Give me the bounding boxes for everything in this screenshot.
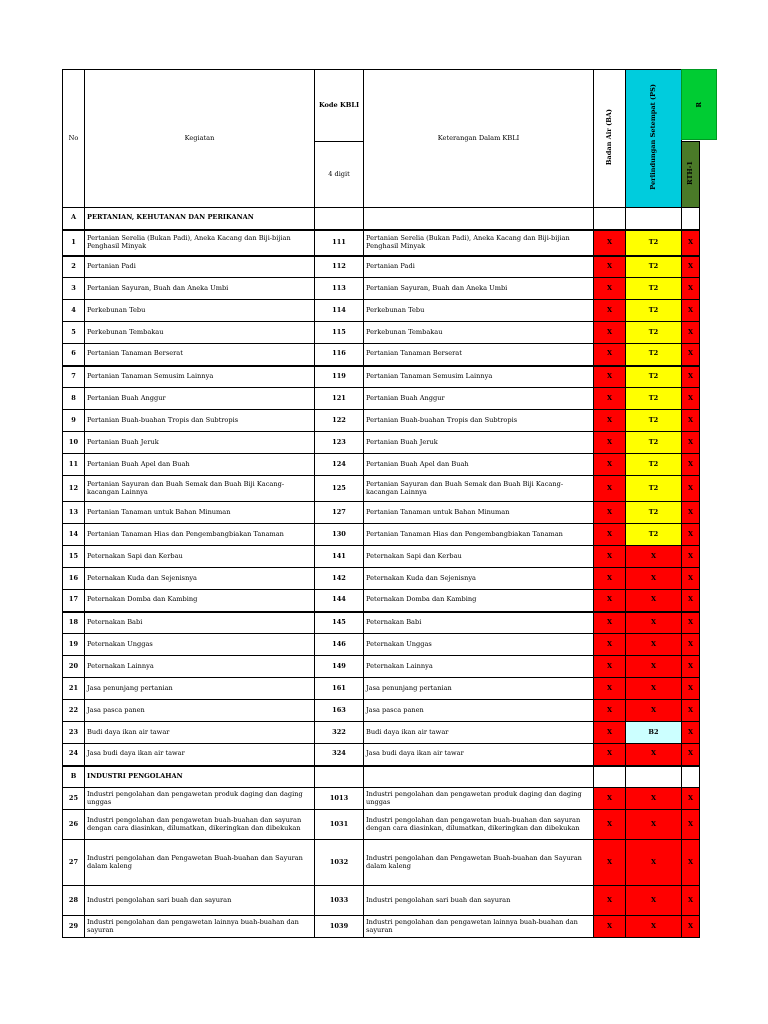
row-badan-air-status: X: [594, 590, 626, 612]
row-rth-status: X: [682, 722, 700, 744]
table-row: [63, 476, 700, 502]
row-rth-status: X: [682, 634, 700, 656]
table-row: [63, 432, 700, 454]
row-badan-air-status: X: [594, 810, 626, 840]
row-perlindungan-status: T2: [626, 344, 682, 366]
row-perlindungan-status: X: [626, 886, 682, 916]
row-keterangan: Jasa penunjang pertanian: [364, 678, 594, 700]
row-keterangan: Pertanian Sayuran dan Buah Semak dan Buah Biji Kacang-kacangan Lainnya: [364, 476, 594, 502]
row-rth-status: X: [682, 568, 700, 590]
row-rth-status: X: [682, 678, 700, 700]
row-rth-status: X: [682, 502, 700, 524]
table-row: [63, 788, 700, 810]
row-kode-kbli: 127: [315, 502, 364, 524]
table-row: [63, 722, 700, 744]
kbli-zoning-table: [62, 69, 700, 938]
row-rth-status: X: [682, 524, 700, 546]
row-perlindungan-status: X: [626, 810, 682, 840]
row-kode-kbli: 130: [315, 524, 364, 546]
row-kegiatan: Industri pengolahan dan pengawetan lainnya buah-buahan dan sayuran: [85, 916, 315, 938]
row-perlindungan-status: T2: [626, 388, 682, 410]
row-rth-status: X: [682, 256, 700, 278]
row-perlindungan-status: T2: [626, 432, 682, 454]
row-number: 18: [63, 612, 85, 634]
table-row: [63, 700, 700, 722]
row-kegiatan: Pertanian Serelia (Bukan Padi), Aneka Kacang dan Biji-bijian Penghasil Minyak: [85, 230, 315, 256]
section-code: B: [63, 766, 85, 788]
section-empty-r: [682, 766, 700, 788]
row-perlindungan-status: T2: [626, 278, 682, 300]
section-title: PERTANIAN, KEHUTANAN DAN PERIKANAN: [85, 208, 315, 230]
row-perlindungan-status: X: [626, 568, 682, 590]
row-number: 6: [63, 344, 85, 366]
row-keterangan: Perkebunan Tembakau: [364, 322, 594, 344]
row-rth-status: X: [682, 886, 700, 916]
table-row: [63, 502, 700, 524]
header-4-digit: 4 digit: [315, 142, 364, 208]
row-kode-kbli: 144: [315, 590, 364, 612]
row-badan-air-status: X: [594, 634, 626, 656]
row-perlindungan-status: X: [626, 788, 682, 810]
section-empty-keterangan: [364, 208, 594, 230]
row-rth-status: X: [682, 788, 700, 810]
row-perlindungan-status: T2: [626, 256, 682, 278]
row-badan-air-status: X: [594, 300, 626, 322]
row-kode-kbli: 145: [315, 612, 364, 634]
row-kegiatan: Pertanian Buah Jeruk: [85, 432, 315, 454]
row-perlindungan-status: T2: [626, 366, 682, 388]
row-keterangan: Pertanian Tanaman Semusim Lainnya: [364, 366, 594, 388]
table-row: [63, 590, 700, 612]
row-keterangan: Pertanian Buah-buahan Tropis dan Subtropis: [364, 410, 594, 432]
table-row: [63, 366, 700, 388]
row-kegiatan: Industri pengolahan dan Pengawetan Buah-buahan dan Sayuran dalam kaleng: [85, 840, 315, 886]
row-kode-kbli: 116: [315, 344, 364, 366]
row-number: 28: [63, 886, 85, 916]
row-keterangan: Peternakan Kuda dan Sejenisnya: [364, 568, 594, 590]
row-badan-air-status: X: [594, 840, 626, 886]
row-keterangan: Pertanian Tanaman Hias dan Pengembangbiakan Tanaman: [364, 524, 594, 546]
row-number: 5: [63, 322, 85, 344]
row-rth-status: X: [682, 476, 700, 502]
row-number: 19: [63, 634, 85, 656]
row-rth-status: X: [682, 744, 700, 766]
row-kode-kbli: 149: [315, 656, 364, 678]
row-rth-status: X: [682, 546, 700, 568]
row-number: 23: [63, 722, 85, 744]
row-kegiatan: Pertanian Buah Anggur: [85, 388, 315, 410]
row-badan-air-status: X: [594, 678, 626, 700]
row-kode-kbli: 163: [315, 700, 364, 722]
header-r-box: [681, 69, 717, 140]
row-number: 13: [63, 502, 85, 524]
table-row: [63, 840, 700, 886]
row-perlindungan-status: X: [626, 634, 682, 656]
row-badan-air-status: X: [594, 388, 626, 410]
row-badan-air-status: X: [594, 322, 626, 344]
row-kode-kbli: 141: [315, 546, 364, 568]
header-no: No: [63, 70, 85, 208]
header-keterangan: Keterangan Dalam KBLI: [364, 70, 594, 208]
row-kegiatan: Peternakan Unggas: [85, 634, 315, 656]
section-empty-ba: [594, 208, 626, 230]
row-badan-air-status: X: [594, 230, 626, 256]
row-number: 24: [63, 744, 85, 766]
row-keterangan: Peternakan Domba dan Kambing: [364, 590, 594, 612]
row-perlindungan-status: X: [626, 840, 682, 886]
header-rth: [682, 142, 700, 208]
row-keterangan: Industri pengolahan dan pengawetan lainnya buah-buahan dan sayuran: [364, 916, 594, 938]
table-row: [63, 410, 700, 432]
row-number: 10: [63, 432, 85, 454]
row-rth-status: X: [682, 454, 700, 476]
row-keterangan: Industri pengolahan dan pengawetan produk daging dan daging unggas: [364, 788, 594, 810]
row-kode-kbli: 1013: [315, 788, 364, 810]
row-keterangan: Industri pengolahan dan pengawetan buah-buahan dan sayuran dengan cara diasinkan, dilumatkan, dikeringkan dan dibekukan: [364, 810, 594, 840]
row-keterangan: Pertanian Buah Anggur: [364, 388, 594, 410]
row-perlindungan-status: T2: [626, 476, 682, 502]
row-kode-kbli: 119: [315, 366, 364, 388]
section-empty-kode: [315, 208, 364, 230]
row-perlindungan-status: X: [626, 612, 682, 634]
row-perlindungan-status: X: [626, 700, 682, 722]
row-number: 25: [63, 788, 85, 810]
row-badan-air-status: X: [594, 700, 626, 722]
row-number: 22: [63, 700, 85, 722]
row-kegiatan: Pertanian Buah-buahan Tropis dan Subtropis: [85, 410, 315, 432]
row-perlindungan-status: T2: [626, 524, 682, 546]
row-kode-kbli: 114: [315, 300, 364, 322]
row-kegiatan: Jasa penunjang pertanian: [85, 678, 315, 700]
row-perlindungan-status: T2: [626, 410, 682, 432]
row-kegiatan: Budi daya ikan air tawar: [85, 722, 315, 744]
section-title: INDUSTRI PENGOLAHAN: [85, 766, 315, 788]
header-perlindungan-setempat: [626, 70, 682, 208]
row-badan-air-status: X: [594, 524, 626, 546]
section-empty-keterangan: [364, 766, 594, 788]
row-rth-status: X: [682, 916, 700, 938]
row-number: 17: [63, 590, 85, 612]
row-kode-kbli: 1031: [315, 810, 364, 840]
header-perlindungan-label: Perlindungan Setempat (PS): [648, 84, 657, 191]
row-badan-air-status: X: [594, 722, 626, 744]
row-badan-air-status: X: [594, 788, 626, 810]
row-perlindungan-status: X: [626, 744, 682, 766]
table-row: [63, 568, 700, 590]
row-badan-air-status: X: [594, 278, 626, 300]
row-badan-air-status: X: [594, 916, 626, 938]
row-badan-air-status: X: [594, 432, 626, 454]
row-number: 21: [63, 678, 85, 700]
row-perlindungan-status: T2: [626, 300, 682, 322]
row-keterangan: Perkebunan Tebu: [364, 300, 594, 322]
row-rth-status: X: [682, 300, 700, 322]
header-r-label: R: [695, 101, 703, 108]
section-empty-ps: [626, 208, 682, 230]
row-keterangan: Peternakan Lainnya: [364, 656, 594, 678]
row-perlindungan-status: X: [626, 546, 682, 568]
section-code: A: [63, 208, 85, 230]
row-kegiatan: Pertanian Sayuran, Buah dan Aneka Umbi: [85, 278, 315, 300]
row-number: 26: [63, 810, 85, 840]
table-row: [63, 322, 700, 344]
row-perlindungan-status: X: [626, 590, 682, 612]
row-number: 2: [63, 256, 85, 278]
row-keterangan: Pertanian Tanaman untuk Bahan Minuman: [364, 502, 594, 524]
table-row: [63, 454, 700, 476]
section-empty-ba: [594, 766, 626, 788]
row-number: 20: [63, 656, 85, 678]
row-rth-status: X: [682, 840, 700, 886]
row-kegiatan: Peternakan Babi: [85, 612, 315, 634]
row-kode-kbli: 122: [315, 410, 364, 432]
table-row: [63, 278, 700, 300]
table-row: [63, 230, 700, 256]
table-row: [63, 678, 700, 700]
row-kegiatan: Perkebunan Tembakau: [85, 322, 315, 344]
row-perlindungan-status: X: [626, 656, 682, 678]
zoning-matrix-sheet: [62, 69, 718, 951]
row-rth-status: X: [682, 388, 700, 410]
row-perlindungan-status: T2: [626, 322, 682, 344]
row-rth-status: X: [682, 366, 700, 388]
row-rth-status: X: [682, 322, 700, 344]
row-keterangan: Jasa pasca panen: [364, 700, 594, 722]
row-kode-kbli: 1032: [315, 840, 364, 886]
table-body: [63, 70, 700, 938]
row-perlindungan-status: T2: [626, 454, 682, 476]
row-number: 4: [63, 300, 85, 322]
row-badan-air-status: X: [594, 366, 626, 388]
row-badan-air-status: X: [594, 502, 626, 524]
row-kode-kbli: 322: [315, 722, 364, 744]
row-badan-air-status: X: [594, 476, 626, 502]
row-number: 16: [63, 568, 85, 590]
row-badan-air-status: X: [594, 612, 626, 634]
row-rth-status: X: [682, 810, 700, 840]
row-number: 8: [63, 388, 85, 410]
table-row: [63, 656, 700, 678]
header-kode-kbli: Kode KBLI: [315, 70, 364, 142]
row-kode-kbli: 1033: [315, 886, 364, 916]
row-keterangan: Pertanian Buah Apel dan Buah: [364, 454, 594, 476]
row-kegiatan: Industri pengolahan dan pengawetan buah-buahan dan sayuran dengan cara diasinkan, dilumatkan, dikeringkan dan dibekukan: [85, 810, 315, 840]
header-row-1: [63, 70, 700, 142]
row-kegiatan: Pertanian Sayuran dan Buah Semak dan Buah Biji Kacang-kacangan Lainnya: [85, 476, 315, 502]
row-kode-kbli: 124: [315, 454, 364, 476]
section-empty-r: [682, 208, 700, 230]
row-perlindungan-status: X: [626, 678, 682, 700]
row-keterangan: Budi daya ikan air tawar: [364, 722, 594, 744]
row-kegiatan: Industri pengolahan dan pengawetan produk daging dan daging unggas: [85, 788, 315, 810]
row-perlindungan-status: T2: [626, 502, 682, 524]
row-number: 12: [63, 476, 85, 502]
row-kegiatan: Pertanian Tanaman Berserat: [85, 344, 315, 366]
row-number: 29: [63, 916, 85, 938]
row-kode-kbli: 324: [315, 744, 364, 766]
header-rth-label: RTH-1: [685, 161, 694, 186]
row-kode-kbli: 125: [315, 476, 364, 502]
row-keterangan: Pertanian Serelia (Bukan Padi), Aneka Kacang dan Biji-bijian Penghasil Minyak: [364, 230, 594, 256]
table-row: [63, 634, 700, 656]
row-keterangan: Peternakan Babi: [364, 612, 594, 634]
row-badan-air-status: X: [594, 454, 626, 476]
section-empty-kode: [315, 766, 364, 788]
row-kegiatan: Jasa budi daya ikan air tawar: [85, 744, 315, 766]
row-kegiatan: Peternakan Kuda dan Sejenisnya: [85, 568, 315, 590]
row-kode-kbli: 142: [315, 568, 364, 590]
row-kegiatan: Pertanian Tanaman untuk Bahan Minuman: [85, 502, 315, 524]
row-keterangan: Pertanian Sayuran, Buah dan Aneka Umbi: [364, 278, 594, 300]
row-badan-air-status: X: [594, 410, 626, 432]
row-badan-air-status: X: [594, 656, 626, 678]
row-perlindungan-status: T2: [626, 230, 682, 256]
table-row: [63, 256, 700, 278]
row-keterangan: Pertanian Padi: [364, 256, 594, 278]
row-kode-kbli: 112: [315, 256, 364, 278]
row-kode-kbli: 115: [315, 322, 364, 344]
row-badan-air-status: X: [594, 744, 626, 766]
table-row: [63, 916, 700, 938]
table-row: [63, 886, 700, 916]
row-number: 9: [63, 410, 85, 432]
row-keterangan: Peternakan Sapi dan Kerbau: [364, 546, 594, 568]
row-rth-status: X: [682, 590, 700, 612]
row-kegiatan: Pertanian Buah Apel dan Buah: [85, 454, 315, 476]
row-number: 3: [63, 278, 85, 300]
row-kegiatan: Pertanian Tanaman Semusim Lainnya: [85, 366, 315, 388]
row-kode-kbli: 121: [315, 388, 364, 410]
row-keterangan: Peternakan Unggas: [364, 634, 594, 656]
row-kode-kbli: 146: [315, 634, 364, 656]
table-row: [63, 612, 700, 634]
row-keterangan: Industri pengolahan dan Pengawetan Buah-buahan dan Sayuran dalam kaleng: [364, 840, 594, 886]
row-kegiatan: Peternakan Domba dan Kambing: [85, 590, 315, 612]
row-number: 14: [63, 524, 85, 546]
row-rth-status: X: [682, 432, 700, 454]
row-rth-status: X: [682, 656, 700, 678]
row-kode-kbli: 161: [315, 678, 364, 700]
row-badan-air-status: X: [594, 344, 626, 366]
table-row: [63, 546, 700, 568]
section-row: [63, 766, 700, 788]
section-empty-ps: [626, 766, 682, 788]
row-rth-status: X: [682, 700, 700, 722]
row-kegiatan: Jasa pasca panen: [85, 700, 315, 722]
row-perlindungan-status: B2: [626, 722, 682, 744]
row-keterangan: Pertanian Tanaman Berserat: [364, 344, 594, 366]
row-rth-status: X: [682, 230, 700, 256]
row-rth-status: X: [682, 278, 700, 300]
row-keterangan: Industri pengolahan sari buah dan sayuran: [364, 886, 594, 916]
header-kegiatan: Kegiatan: [85, 70, 315, 208]
row-perlindungan-status: X: [626, 916, 682, 938]
row-kode-kbli: 123: [315, 432, 364, 454]
row-rth-status: X: [682, 344, 700, 366]
row-number: 1: [63, 230, 85, 256]
section-row: [63, 208, 700, 230]
row-badan-air-status: X: [594, 886, 626, 916]
table-row: [63, 744, 700, 766]
table-row: [63, 524, 700, 546]
row-badan-air-status: X: [594, 568, 626, 590]
row-number: 27: [63, 840, 85, 886]
row-keterangan: Pertanian Buah Jeruk: [364, 432, 594, 454]
row-number: 11: [63, 454, 85, 476]
row-keterangan: Jasa budi daya ikan air tawar: [364, 744, 594, 766]
row-badan-air-status: X: [594, 256, 626, 278]
row-kode-kbli: 113: [315, 278, 364, 300]
row-kegiatan: Pertanian Tanaman Hias dan Pengembangbiakan Tanaman: [85, 524, 315, 546]
row-kode-kbli: 111: [315, 230, 364, 256]
row-number: 15: [63, 546, 85, 568]
row-kegiatan: Peternakan Sapi dan Kerbau: [85, 546, 315, 568]
row-rth-status: X: [682, 410, 700, 432]
row-kegiatan: Industri pengolahan sari buah dan sayuran: [85, 886, 315, 916]
row-rth-status: X: [682, 612, 700, 634]
row-number: 7: [63, 366, 85, 388]
row-badan-air-status: X: [594, 546, 626, 568]
header-badan-air-label: Badan Air (BA): [604, 109, 613, 166]
row-kegiatan: Perkebunan Tebu: [85, 300, 315, 322]
table-row: [63, 388, 700, 410]
header-badan-air: [594, 70, 626, 208]
row-kode-kbli: 1039: [315, 916, 364, 938]
row-kegiatan: Pertanian Padi: [85, 256, 315, 278]
table-row: [63, 344, 700, 366]
table-row: [63, 300, 700, 322]
row-kegiatan: Peternakan Lainnya: [85, 656, 315, 678]
table-row: [63, 810, 700, 840]
